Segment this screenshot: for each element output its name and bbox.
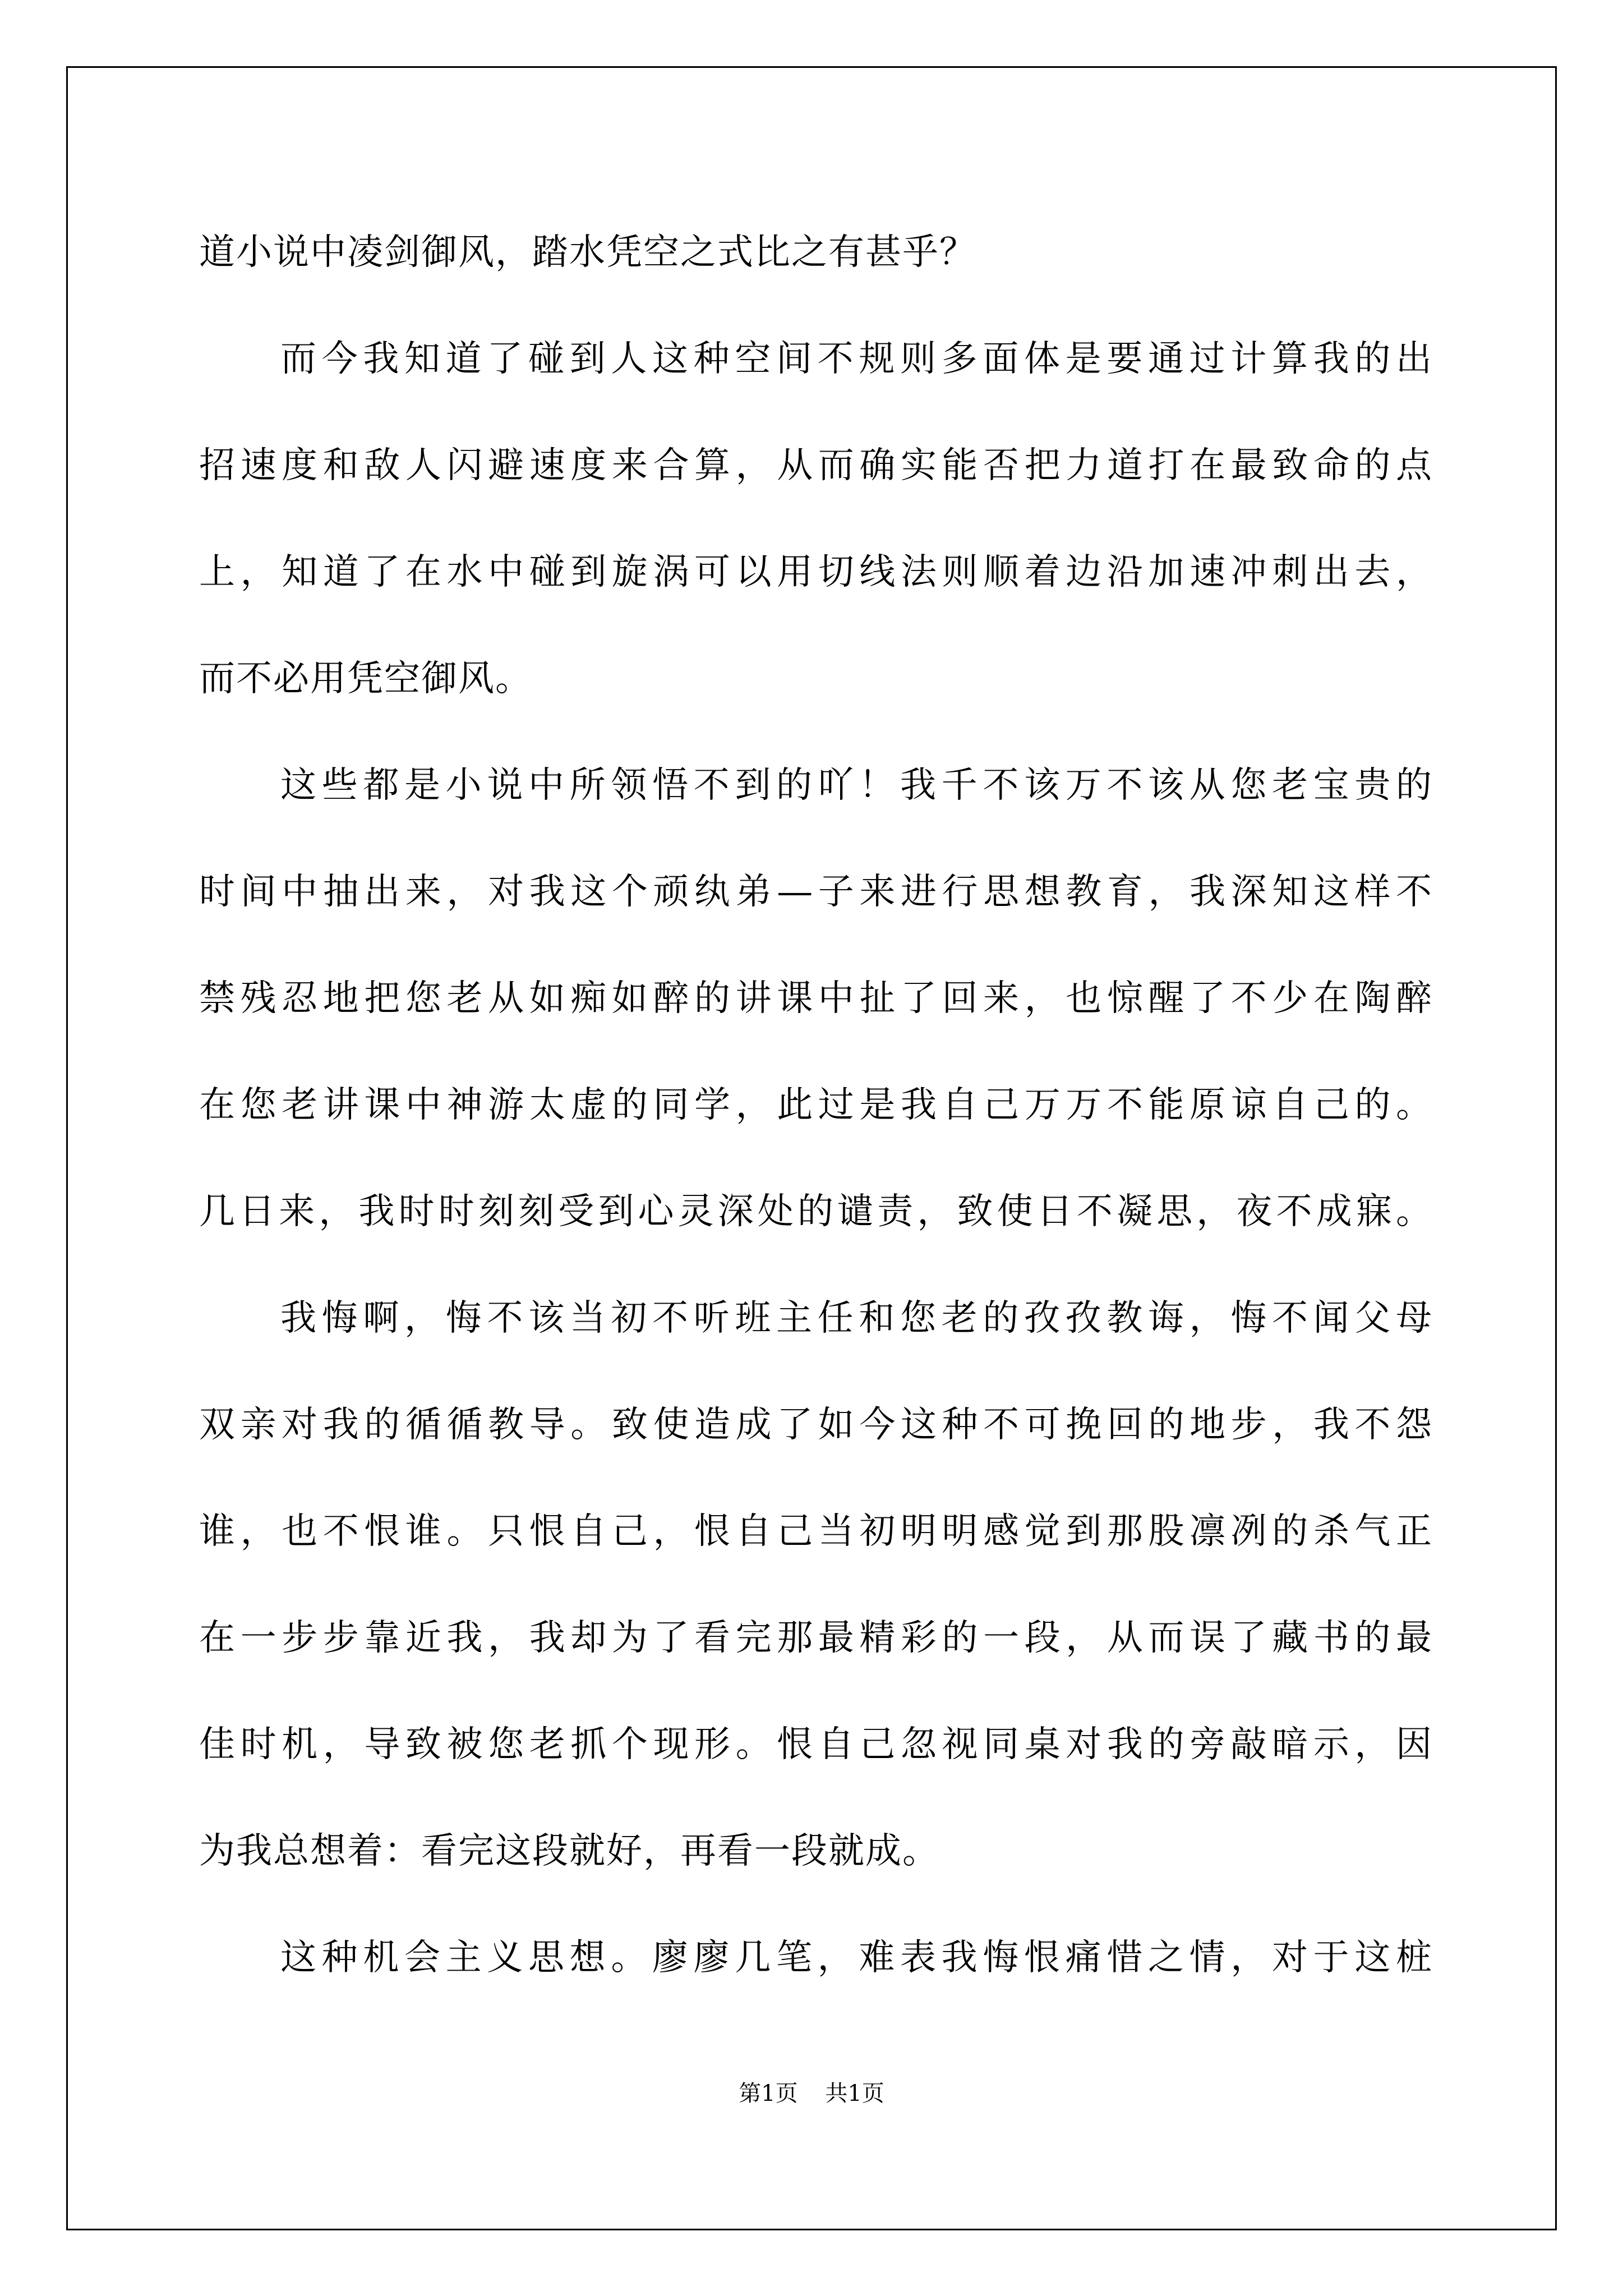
text-line: 在您老讲课中神游太虚的同学，此过是我自己万万不能原谅自己的。 [199,1084,1433,1126]
text-line: 而今我知道了碰到人这种空间不规则多面体是要通过计算我的出 [280,338,1433,380]
text-line: 这种机会主义思想。廖廖几笔，难表我悔恨痛惜之情，对于这桩 [280,1937,1433,1978]
text-line: 时间中抽出来，对我这个顽纨弟—子来进行思想教育，我深知这样不 [199,871,1433,913]
text-line: 在一步步靠近我，我却为了看完那最精彩的一段，从而误了藏书的最 [199,1617,1433,1659]
text-line: 几日来，我时时刻刻受到心灵深处的谴责，致使日不凝思，夜不成寐。 [199,1191,1433,1232]
text-line: 禁残忍地把您老从如痴如醉的讲课中扯了回来，也惊醒了不少在陶醉 [199,978,1433,1019]
text-line: 这些都是小说中所领悟不到的吖！我千不该万不该从您老宝贵的 [280,765,1433,806]
text-line: 招速度和敌人闪避速度来合算，从而确实能否把力道打在最致命的点 [199,445,1433,486]
text-line: 佳时机，导致被您老抓个现形。恨自己忽视同桌对我的旁敲暗示，因 [199,1724,1433,1765]
text-line: 我悔啊，悔不该当初不听班主任和您老的孜孜教诲，悔不闻父母 [280,1297,1433,1339]
page-total: 共1页 [825,2081,884,2106]
text-line: 道小说中凌剑御风，踏水凭空之式比之有甚乎？ [199,232,976,273]
text-line: 谁，也不恨谁。只恨自己，恨自己当初明明感觉到那股凛冽的杀气正 [199,1511,1433,1552]
text-line: 上，知道了在水中碰到旋涡可以用切线法则顺着边沿加速冲刺出去， [199,551,1433,593]
page-footer [0,2076,1623,2108]
page-number: 第1页 [739,2081,798,2106]
text-line: 双亲对我的循循教导。致使造成了如今这种不可挽回的地步，我不怨 [199,1404,1433,1446]
text-line: 而不必用凭空御风。 [199,658,532,700]
document-body [199,219,1433,2031]
text-line: 为我总想着：看完这段就好，再看一段就成。 [199,1830,939,1872]
